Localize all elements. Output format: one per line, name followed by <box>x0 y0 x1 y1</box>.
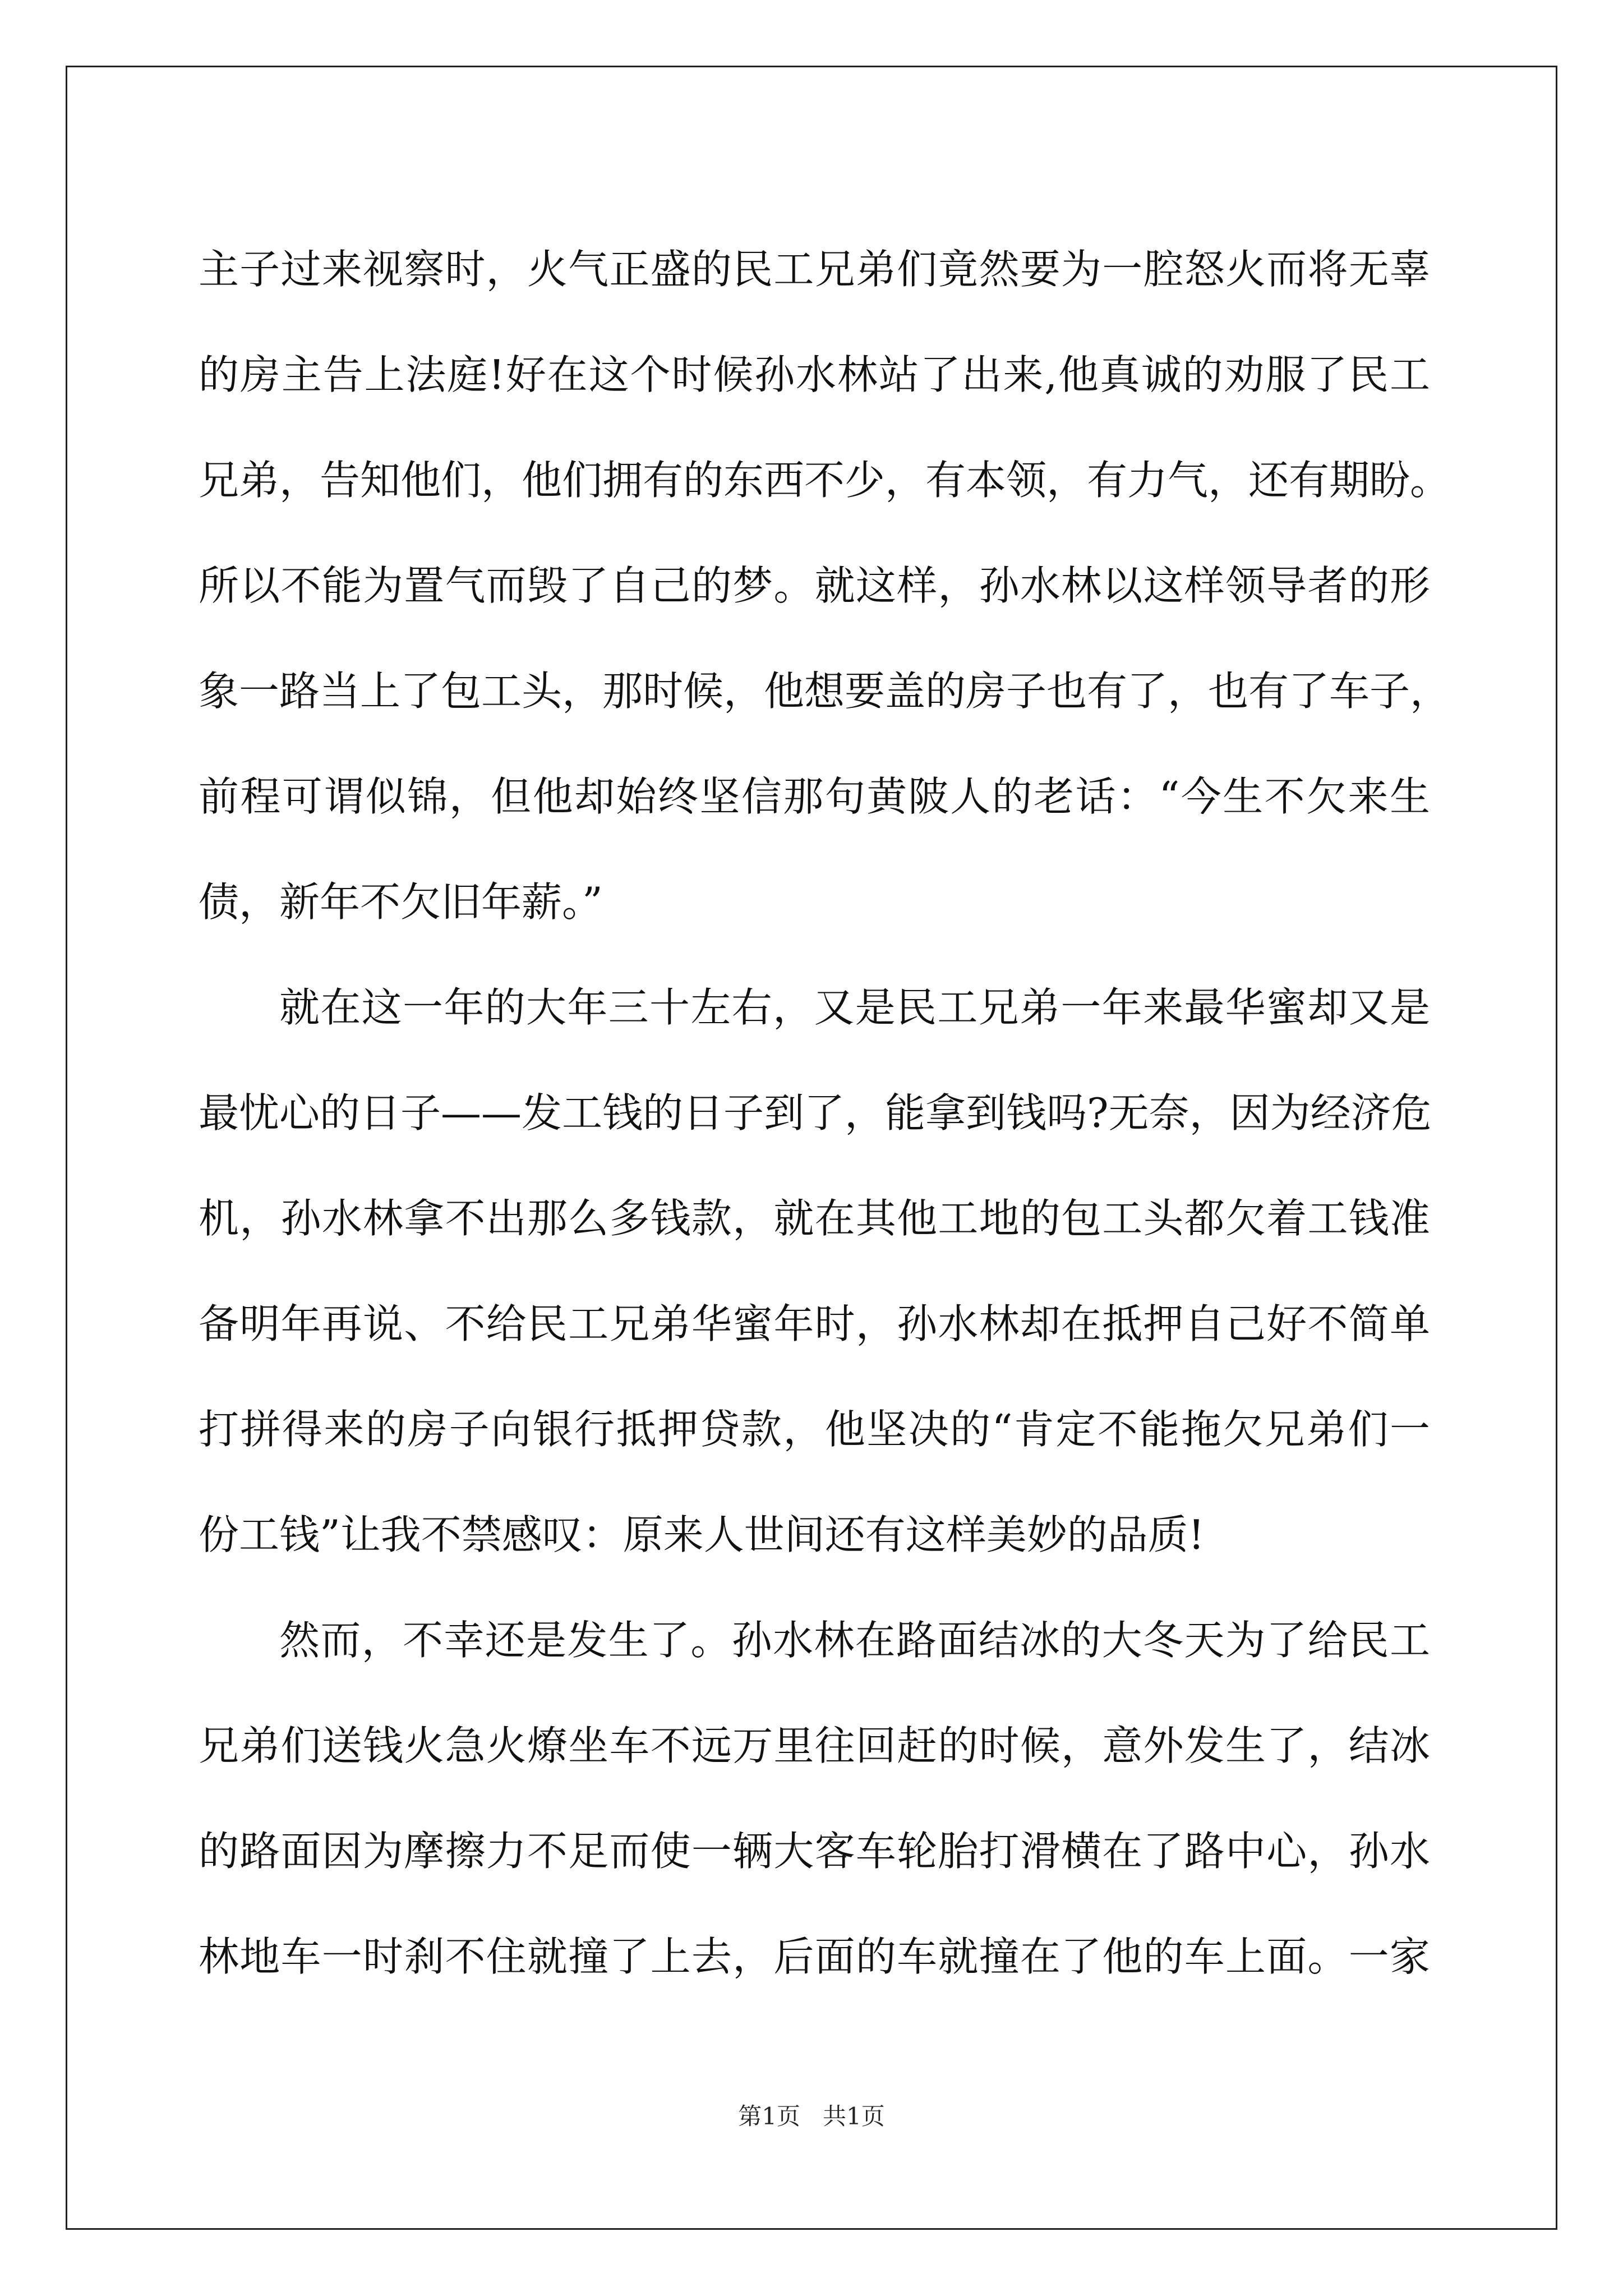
paragraph-2-line-2: 最忧心的日子——发工钱的日子到了，能拿到钱吗?无奈，因为经济危 <box>199 1089 1432 1137</box>
document-body <box>199 217 1451 2009</box>
paragraph-1-line-1: 主子过来视察时，火气正盛的民工兄弟们竟然要为一腔怒火而将无辜 <box>199 246 1430 293</box>
paragraph-1-line-2: 的房主告上法庭!好在这个时候孙水林站了出来,他真诚的劝服了民工 <box>199 351 1430 398</box>
paragraph-3-line-3: 的路面因为摩擦力不足而使一辆大客车轮胎打滑横在了路中心，孙水 <box>199 1828 1430 1875</box>
paragraph-3-line-1: 然而，不幸还是发生了。孙水林在路面结冰的大冬天为了给民工 <box>279 1617 1430 1664</box>
paragraph-1-line-7: 债，新年不欠旧年薪。” <box>199 878 603 926</box>
paragraph-1-line-4: 所以不能为置气而毁了自己的梦。就这样，孙水林以这样领导者的形 <box>199 562 1430 609</box>
paragraph-1-line-6: 前程可谓似锦，但他却始终坚信那句黄陂人的老话：“今生不欠来生 <box>199 773 1430 820</box>
paragraph-2-line-3: 机，孙水林拿不出那么多钱款，就在其他工地的包工头都欠着工钱准 <box>199 1195 1430 1242</box>
paragraph-3-line-4: 林地车一时刹不住就撞了上去，后面的车就撞在了他的车上面。一家 <box>199 1933 1430 1980</box>
paragraph-1-line-3: 兄弟，告知他们，他们拥有的东西不少，有本领，有力气，还有期盼。 <box>199 457 1451 504</box>
paragraph-2-line-1: 就在这一年的大年三十左右，又是民工兄弟一年来最华蜜却又是 <box>279 984 1430 1031</box>
paragraph-1-line-5: 象一路当上了包工头，那时候，他想要盖的房子也有了，也有了车子， <box>199 668 1451 715</box>
paragraph-2-line-5: 打拼得来的房子向银行抵押贷款，他坚决的“肯定不能拖欠兄弟们一 <box>199 1406 1430 1453</box>
paragraph-3-line-2: 兄弟们送钱火急火燎坐车不远万里往回赶的时候，意外发生了，结冰 <box>199 1722 1430 1769</box>
paragraph-2-line-4: 备明年再说、不给民工兄弟华蜜年时，孙水林却在抵押自己好不简单 <box>199 1300 1430 1347</box>
page-number-footer: 第1页 共1页 <box>738 2102 885 2130</box>
paragraph-2-line-6: 份工钱”让我不禁感叹：原来人世间还有这样美妙的品质! <box>199 1511 1205 1558</box>
